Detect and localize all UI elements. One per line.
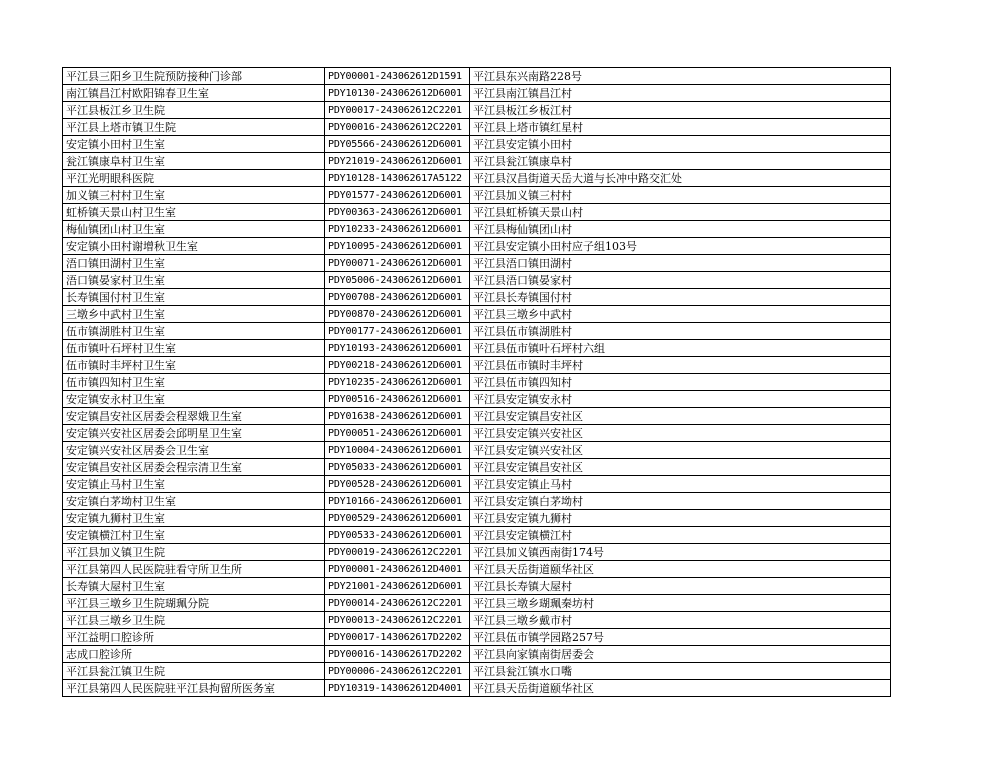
address-cell: 平江县安定镇昌安社区 — [470, 408, 891, 425]
facility-name-cell: 平江县上塔市镇卫生院 — [63, 119, 325, 136]
facility-name-cell: 平江县三阳乡卫生院预防接种门诊部 — [63, 68, 325, 85]
address-cell: 平江县汉昌街道天岳大道与长冲中路交汇处 — [470, 170, 891, 187]
license-code-cell: PDY10128-143062617A5122 — [325, 170, 470, 187]
license-code-cell: PDY10166-243062612D6001 — [325, 493, 470, 510]
license-code-cell: PDY00016-243062612C2201 — [325, 119, 470, 136]
table-row — [63, 85, 891, 102]
table-row — [63, 493, 891, 510]
facility-name-cell: 安定镇止马村卫生室 — [63, 476, 325, 493]
address-cell: 平江县加义镇西南街174号 — [470, 544, 891, 561]
table-row — [63, 544, 891, 561]
facility-name-cell: 安定镇小田村谢增秋卫生室 — [63, 238, 325, 255]
license-code-cell: PDY10233-243062612D6001 — [325, 221, 470, 238]
address-cell: 平江县浯口镇田湖村 — [470, 255, 891, 272]
facility-name-cell: 安定镇兴安社区居委会邱明星卫生室 — [63, 425, 325, 442]
license-code-cell: PDY00177-243062612D6001 — [325, 323, 470, 340]
table-row — [63, 170, 891, 187]
table-row — [63, 561, 891, 578]
table-row — [63, 238, 891, 255]
address-cell: 平江县伍市镇学园路257号 — [470, 629, 891, 646]
address-cell: 平江县板江乡板江村 — [470, 102, 891, 119]
table-row — [63, 629, 891, 646]
address-cell: 平江县浯口镇晏家村 — [470, 272, 891, 289]
address-cell: 平江县长寿镇国付村 — [470, 289, 891, 306]
address-cell: 平江县三墩乡戴市村 — [470, 612, 891, 629]
facility-name-cell: 安定镇白茅坳村卫生室 — [63, 493, 325, 510]
license-code-cell: PDY01577-243062612D6001 — [325, 187, 470, 204]
facility-name-cell: 安定镇九狮村卫生室 — [63, 510, 325, 527]
facility-name-cell: 浯口镇晏家村卫生室 — [63, 272, 325, 289]
facility-table-body — [63, 68, 891, 697]
license-code-cell: PDY00017-243062612C2201 — [325, 102, 470, 119]
facility-name-cell: 伍市镇叶石坪村卫生室 — [63, 340, 325, 357]
table-row — [63, 578, 891, 595]
facility-table — [62, 67, 891, 697]
table-row — [63, 272, 891, 289]
facility-name-cell: 安定镇安永村卫生室 — [63, 391, 325, 408]
address-cell: 平江县安定镇小田村 — [470, 136, 891, 153]
facility-name-cell: 平江县板江乡卫生院 — [63, 102, 325, 119]
address-cell: 平江县加义镇三村村 — [470, 187, 891, 204]
table-row — [63, 340, 891, 357]
facility-name-cell: 安定镇小田村卫生室 — [63, 136, 325, 153]
address-cell: 平江县梅仙镇团山村 — [470, 221, 891, 238]
license-code-cell: PDY00528-243062612D6001 — [325, 476, 470, 493]
address-cell: 平江县天岳街道颐华社区 — [470, 680, 891, 697]
address-cell: 平江县伍市镇叶石坪村六组 — [470, 340, 891, 357]
license-code-cell: PDY00533-243062612D6001 — [325, 527, 470, 544]
address-cell: 平江县上塔市镇红星村 — [470, 119, 891, 136]
facility-name-cell: 梅仙镇团山村卫生室 — [63, 221, 325, 238]
license-code-cell: PDY21001-243062612D6001 — [325, 578, 470, 595]
facility-name-cell: 虹桥镇天景山村卫生室 — [63, 204, 325, 221]
table-row — [63, 612, 891, 629]
address-cell: 平江县安定镇横江村 — [470, 527, 891, 544]
license-code-cell: PDY10004-243062612D6001 — [325, 442, 470, 459]
license-code-cell: PDY00006-243062612C2201 — [325, 663, 470, 680]
table-row — [63, 374, 891, 391]
address-cell: 平江县南江镇昌江村 — [470, 85, 891, 102]
license-code-cell: PDY00870-243062612D6001 — [325, 306, 470, 323]
facility-name-cell: 长寿镇国付村卫生室 — [63, 289, 325, 306]
address-cell: 平江县三墩乡中武村 — [470, 306, 891, 323]
facility-name-cell: 长寿镇大屋村卫生室 — [63, 578, 325, 595]
address-cell: 平江县安定镇止马村 — [470, 476, 891, 493]
address-cell: 平江县瓮江镇康阜村 — [470, 153, 891, 170]
license-code-cell: PDY00019-243062612C2201 — [325, 544, 470, 561]
table-row — [63, 204, 891, 221]
facility-name-cell: 安定镇兴安社区居委会卫生室 — [63, 442, 325, 459]
table-row — [63, 136, 891, 153]
facility-name-cell: 加义镇三村村卫生室 — [63, 187, 325, 204]
table-row — [63, 425, 891, 442]
license-code-cell: PDY10130-243062612D6001 — [325, 85, 470, 102]
address-cell: 平江县瓮江镇水口嘴 — [470, 663, 891, 680]
address-cell: 平江县安定镇白茅坳村 — [470, 493, 891, 510]
table-row — [63, 306, 891, 323]
address-cell: 平江县安定镇兴安社区 — [470, 425, 891, 442]
address-cell: 平江县三墩乡瑚珮秦坊村 — [470, 595, 891, 612]
license-code-cell: PDY00071-243062612D6001 — [325, 255, 470, 272]
facility-name-cell: 平江县瓮江镇卫生院 — [63, 663, 325, 680]
facility-name-cell: 平江光明眼科医院 — [63, 170, 325, 187]
license-code-cell: PDY21019-243062612D6001 — [325, 153, 470, 170]
table-row — [63, 595, 891, 612]
facility-name-cell: 浯口镇田湖村卫生室 — [63, 255, 325, 272]
address-cell: 平江县东兴南路228号 — [470, 68, 891, 85]
facility-name-cell: 伍市镇时丰坪村卫生室 — [63, 357, 325, 374]
address-cell: 平江县安定镇安永村 — [470, 391, 891, 408]
address-cell: 平江县安定镇九狮村 — [470, 510, 891, 527]
license-code-cell: PDY00013-243062612C2201 — [325, 612, 470, 629]
facility-name-cell: 平江县三墩乡卫生院 — [63, 612, 325, 629]
license-code-cell: PDY00218-243062612D6001 — [325, 357, 470, 374]
facility-name-cell: 平江县第四人民医院驻看守所卫生所 — [63, 561, 325, 578]
table-row — [63, 510, 891, 527]
address-cell: 平江县伍市镇湖胜村 — [470, 323, 891, 340]
license-code-cell: PDY01638-243062612D6001 — [325, 408, 470, 425]
table-row — [63, 187, 891, 204]
table-row — [63, 357, 891, 374]
license-code-cell: PDY00363-243062612D6001 — [325, 204, 470, 221]
facility-name-cell: 三墩乡中武村卫生室 — [63, 306, 325, 323]
license-code-cell: PDY10235-243062612D6001 — [325, 374, 470, 391]
license-code-cell: PDY05006-243062612D6001 — [325, 272, 470, 289]
facility-name-cell: 瓮江镇康阜村卫生室 — [63, 153, 325, 170]
facility-name-cell: 伍市镇湖胜村卫生室 — [63, 323, 325, 340]
license-code-cell: PDY00708-243062612D6001 — [325, 289, 470, 306]
table-row — [63, 527, 891, 544]
license-code-cell: PDY10095-243062612D6001 — [325, 238, 470, 255]
table-row — [63, 442, 891, 459]
license-code-cell: PDY00051-243062612D6001 — [325, 425, 470, 442]
table-row — [63, 646, 891, 663]
license-code-cell: PDY00001-243062612D1591 — [325, 68, 470, 85]
table-row — [63, 119, 891, 136]
facility-name-cell: 南江镇昌江村欧阳锦春卫生室 — [63, 85, 325, 102]
license-code-cell: PDY00014-243062612C2201 — [325, 595, 470, 612]
license-code-cell: PDY00516-243062612D6001 — [325, 391, 470, 408]
license-code-cell: PDY00016-143062617D2202 — [325, 646, 470, 663]
facility-name-cell: 安定镇昌安社区居委会程翠娥卫生室 — [63, 408, 325, 425]
license-code-cell: PDY10193-243062612D6001 — [325, 340, 470, 357]
license-code-cell: PDY00001-243062612D4001 — [325, 561, 470, 578]
table-row — [63, 221, 891, 238]
address-cell: 平江县伍市镇四知村 — [470, 374, 891, 391]
address-cell: 平江县虹桥镇天景山村 — [470, 204, 891, 221]
license-code-cell: PDY05033-243062612D6001 — [325, 459, 470, 476]
table-row — [63, 391, 891, 408]
table-row — [63, 153, 891, 170]
facility-name-cell: 安定镇横江村卫生室 — [63, 527, 325, 544]
table-row — [63, 102, 891, 119]
facility-name-cell: 伍市镇四知村卫生室 — [63, 374, 325, 391]
address-cell: 平江县天岳街道颐华社区 — [470, 561, 891, 578]
table-row — [63, 289, 891, 306]
table-row — [63, 663, 891, 680]
facility-name-cell: 平江县加义镇卫生院 — [63, 544, 325, 561]
table-row — [63, 68, 891, 85]
table-row — [63, 323, 891, 340]
table-row — [63, 459, 891, 476]
address-cell: 平江县向家镇南街居委会 — [470, 646, 891, 663]
table-row — [63, 476, 891, 493]
facility-name-cell: 安定镇昌安社区居委会程宗清卫生室 — [63, 459, 325, 476]
address-cell: 平江县长寿镇大屋村 — [470, 578, 891, 595]
facility-name-cell: 平江益明口腔诊所 — [63, 629, 325, 646]
facility-name-cell: 志成口腔诊所 — [63, 646, 325, 663]
license-code-cell: PDY00529-243062612D6001 — [325, 510, 470, 527]
table-row — [63, 408, 891, 425]
address-cell: 平江县安定镇兴安社区 — [470, 442, 891, 459]
table-row — [63, 255, 891, 272]
address-cell: 平江县安定镇昌安社区 — [470, 459, 891, 476]
license-code-cell: PDY10319-143062612D4001 — [325, 680, 470, 697]
license-code-cell: PDY00017-143062617D2202 — [325, 629, 470, 646]
facility-name-cell: 平江县三墩乡卫生院瑚珮分院 — [63, 595, 325, 612]
facility-name-cell: 平江县第四人民医院驻平江县拘留所医务室 — [63, 680, 325, 697]
address-cell: 平江县伍市镇时丰坪村 — [470, 357, 891, 374]
table-row — [63, 680, 891, 697]
address-cell: 平江县安定镇小田村应子组103号 — [470, 238, 891, 255]
license-code-cell: PDY05566-243062612D6001 — [325, 136, 470, 153]
